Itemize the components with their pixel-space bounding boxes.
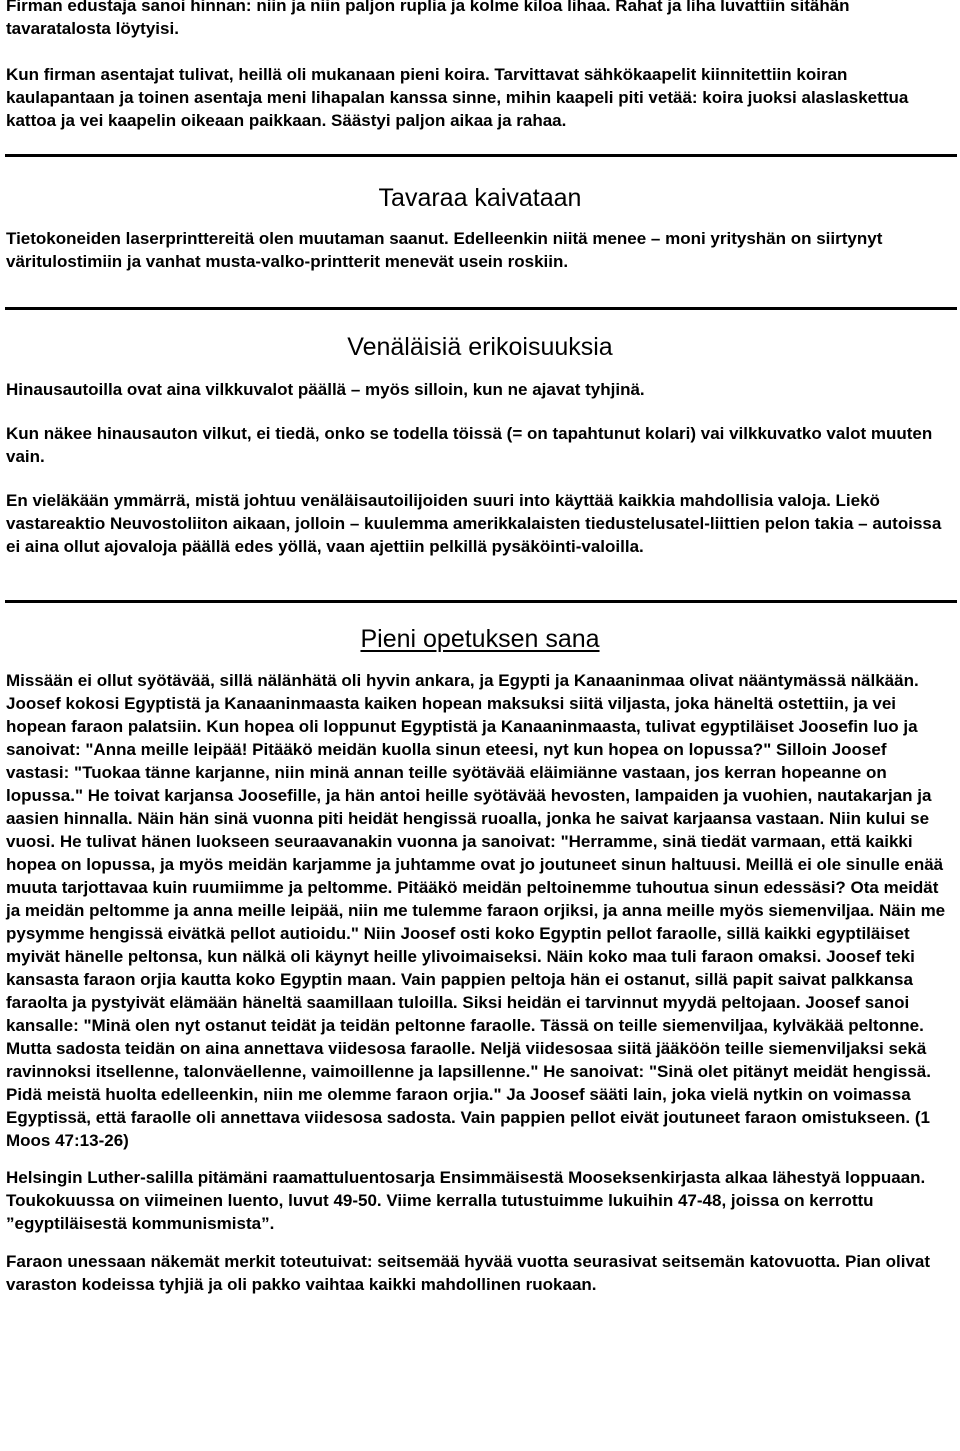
section-title-pieni-opetuksen-sana: Pieni opetuksen sana [360,625,600,653]
section3-paragraph-3: Faraon unessaan näkemät merkit toteutuivat: seitsemää hyvää vuotta seurasivat seitsemän katovuotta. Pian olivat varaston kodeissa tyhjiä ja oli pakko vaihtaa kaikki mahdollinen ruokaan. [6,1252,931,1294]
section3-paragraph-2: Helsingin Luther-salilla pitämäni raamattuluentosarja Ensimmäisestä Mooseksenkirjasta alkaa lähestyä loppuaan. Toukokuussa on viimeinen luento, luvut 49-50. Viime kerralla tutustuimme lukuihin 47-48, joissa on kerrottu ”egyptiläisestä kommunismista”. [6,1168,926,1233]
section2-paragraph-3: En vieläkään ymmärrä, mistä johtuu venäläisautoilijoiden suuri into käyttää kaikkia mahdollisia valoja. Liekö vastareaktio Neuvostoliiton aikaan, jolloin – kuulemma amerikkalaisten tiedustelusatel-liittien pelon takia – autoissa ei aina ollut ajovaloja päällä edes yöllä, vaan ajettiin pelkillä pysäköinti-valoilla. [6,491,942,556]
section-title-venalaisia: Venäläisiä erikoisuuksia [347,333,613,361]
section2-paragraph-1: Hinausautoilla ovat aina vilkkuvalot päällä – myös silloin, kun ne ajavat tyhjinä. [6,380,645,399]
section-divider [5,154,957,157]
intro-paragraph-2: Kun firman asentajat tulivat, heillä oli mukanaan pieni koira. Tarvittavat sähkökaapelit kiinnitettiin koiran kaulapantaan ja toinen asentaja meni lihapalan kanssa sinne, mihin kaapeli piti vetää: koira juoksi alaslaskettua kattoa ja vei kaapelin oikeaan paikkaan. Säästyi paljon aikaa ja rahaa. [6,65,909,130]
section1-paragraph-1: Tietokoneiden laserprinttereitä olen muutaman saanut. Edelleenkin niitä menee – moni yrityshän on siirtynyt väritulostimiin ja vanhat musta-valko-printterit menevät usein roskiin. [6,229,883,271]
intro-paragraph-1: Firman edustaja sanoi hinnan: niin ja niin paljon ruplia ja kolme kiloa lihaa. Rahat ja liha luvattiin sitähän tavaratalosta löytyisi. [6,0,850,38]
section2-paragraph-2: Kun näkee hinausauton vilkut, ei tiedä, onko se todella töissä (= on tapahtunut kolari) vai vilkkuvatko valot muuten vain. [6,424,933,466]
section-divider [5,600,957,603]
section-title-tavaraa: Tavaraa kaivataan [378,184,582,212]
section3-paragraph-1: Missään ei ollut syötävää, sillä nälänhätä oli hyvin ankara, ja Egypti ja Kanaaninmaa olivat nääntymässä nälkään. Joosef kokosi Egyptistä ja Kanaaninmaasta kaiken hopean maksuksi siitä viljasta, joka häneltä ostettiin, ja vei hopean faraon palatsiin. Kun hopea oli loppunut Egyptistä ja Kanaaninmaasta, tulivat egyptiläiset Joosefin luo ja sanoivat: "Anna meille leipää! Pitääkö meidän kuolla sinun eteesi, nyt kun hopea on lopussa?" Silloin Joosef vastasi: "Tuokaa tänne karjanne, niin minä annan teille syötävää eläimiänne vastaan, jos kerran hopeanne on lopussa." He toivat karjansa Joosefille, ja hän antoi heille syötävää hevosten, lampaiden ja vuohien, nautakarjan ja aasien hinnalla. Näin hän sinä vuonna piti heidät hengissä ruoalla, jonka he saivat karjaansa vastaan. Niin kului se vuosi. He tulivat hänen luokseen seuraavanakin vuonna ja sanoivat: "Herramme, sinä tiedät varmaan, että kaikki hopea on lopussa, ja myös meidän karjamme ja juhtamme ovat jo joutuneet sinun haltuusi. Meillä ei ole sinulle enää muuta tarjottavaa kuin ruumiimme ja peltomme. Pitääkö meidän peltoinemme tuhoutua sinun edessäsi? Ota meidät ja meidän peltomme ja anna meille leipää, niin me tulemme faraon orjiksi, ja anna meille myös siemenviljaa. Näin me pysymme hengissä eivätkä pellot autioidu." Niin Joosef osti koko Egyptin pellot faraolle, sillä kaikki egyptiläiset myivät hänelle peltonsa, kun nälkä oli käynyt heille ylivoimaiseksi. Näin koko maa tuli faraon omaksi. Joosef teki kansasta faraon orjia kautta koko Egyptin maan. Vain pappien peltoja hän ei ostanut, sillä papit saivat palkkansa faraolta ja pystyivät elämään häneltä saamillaan tuloilla. Siksi heidän ei tarvinnut myydä peltojaan. Joosef sanoi kansalle: "Minä olen nyt ostanut teidät ja teidän peltonne faraolle. Tässä on teille siemenviljaa, kylväkää peltonne. Mutta sadosta teidän on aina annettava viidesosa faraolle. Neljä viidesosaa siitä jääköön teille siemenviljaksi sekä ravinnoksi itsellenne, talonväellenne, vaimoillenne ja lapsillenne." He sanoivat: "Sinä olet pitänyt meidät hengissä. Pidä meistä huolta edelleenkin, niin me olemme faraon orjia." Ja Joosef sääti lain, joka vielä nytkin on voimassa Egyptissä, että faraolle oli annettava viidesosa sadosta. Vain pappien pellot eivät joutuneet faraon omistukseen. (1 Moos 47:13-26) [6,671,946,1150]
section-divider [5,307,957,310]
